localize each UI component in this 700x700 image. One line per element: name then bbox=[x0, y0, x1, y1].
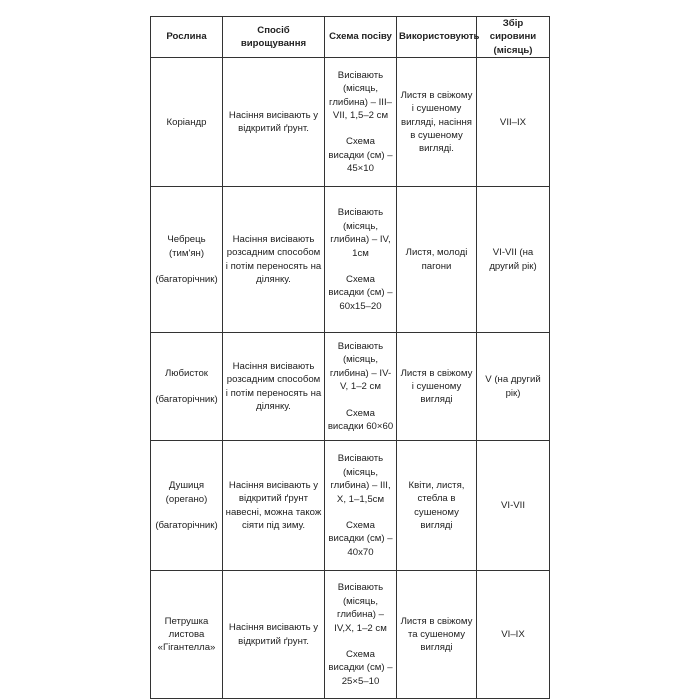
table-row bbox=[151, 333, 550, 441]
plant-cell bbox=[151, 333, 223, 441]
scheme-sowing: Висівають (місяць, глибина) – IV, 1см bbox=[330, 207, 391, 259]
plant-name: Любисток bbox=[165, 367, 208, 379]
plant-note: (багаторічник) bbox=[155, 394, 218, 406]
plant-cell bbox=[151, 441, 223, 571]
table-row bbox=[151, 187, 550, 333]
header-plant: Рослина bbox=[151, 17, 223, 58]
method-cell: Насіння висівають розсадним способом і потім переносять на ділянку. bbox=[223, 333, 325, 441]
header-method: Спосіб вирощування bbox=[223, 17, 325, 58]
plant-cell bbox=[151, 58, 223, 187]
header-use: Використовують bbox=[397, 17, 477, 58]
scheme-planting: Схема висадки 60×60 bbox=[327, 407, 394, 433]
scheme-sowing: Висівають (місяць, глибина) – III–VII, 1,5–2 см bbox=[329, 69, 392, 122]
scheme-cell bbox=[325, 58, 397, 187]
plant-name: Чебрець (тим'ян) bbox=[167, 234, 206, 259]
method-cell: Насіння висівають розсадним способом і потім переносять на ділянку. bbox=[223, 187, 325, 333]
scheme-planting: Схема висадки (см) – 40х70 bbox=[328, 519, 393, 558]
table-row bbox=[151, 571, 550, 699]
harvest-cell: VI–IX bbox=[477, 571, 550, 699]
plant-note: (багаторічник) bbox=[155, 519, 218, 531]
scheme-cell bbox=[325, 571, 397, 699]
scheme-planting: Схема висадки (см) – 60х15–20 bbox=[328, 273, 393, 312]
method-cell: Насіння висівають у відкритий ґрунт. bbox=[223, 571, 325, 699]
use-cell: Листя, молоді пагони bbox=[397, 187, 477, 333]
herbs-table bbox=[150, 16, 550, 699]
plant-name: Душиця (орегано) bbox=[165, 480, 208, 505]
table-row bbox=[151, 441, 550, 571]
scheme-cell bbox=[325, 333, 397, 441]
scheme-sowing: Висівають (місяць, глибина) – IV,X, 1–2 см bbox=[334, 582, 387, 634]
harvest-cell: VI-VII (на другий рік) bbox=[477, 187, 550, 333]
plant-cell bbox=[151, 187, 223, 333]
header-scheme: Схема посіву bbox=[325, 17, 397, 58]
scheme-sowing: Висівають (місяць, глибина) – IV-V, 1–2 см bbox=[329, 341, 392, 393]
header-row bbox=[151, 17, 550, 58]
header-harvest: Збір сировини (місяць) bbox=[477, 17, 550, 58]
harvest-cell: VII–IX bbox=[477, 58, 550, 187]
scheme-cell bbox=[325, 187, 397, 333]
plant-note: (багаторічник) bbox=[155, 273, 218, 285]
plant-cell bbox=[151, 571, 223, 699]
harvest-cell: V (на другий рік) bbox=[477, 333, 550, 441]
scheme-cell bbox=[325, 441, 397, 571]
use-cell: Листя в свіжому та сушеному вигляді bbox=[397, 571, 477, 699]
use-cell: Листя в свіжому і сушеному вигляді bbox=[397, 333, 477, 441]
scheme-planting: Схема висадки (см) – 25×5–10 bbox=[328, 648, 393, 687]
scheme-planting: Схема висадки (см) – 45×10 bbox=[328, 136, 393, 175]
scheme-sowing: Висівають (місяць, глибина) – III, X, 1–1,5см bbox=[330, 453, 391, 505]
use-cell: Листя в свіжому і сушеному вигляді, насіння в сушеному вигляді. bbox=[397, 58, 477, 187]
plant-name: Петрушка листова «Гігантелла» bbox=[157, 615, 216, 654]
method-cell: Насіння висівають у відкритий ґрунт навесні, можна також сіяти під зиму. bbox=[223, 441, 325, 571]
plant-name: Коріандр bbox=[166, 116, 207, 128]
method-cell: Насіння висівають у відкритий ґрунт. bbox=[223, 58, 325, 187]
use-cell: Квіти, листя, стебла в сушеному вигляді bbox=[397, 441, 477, 571]
harvest-cell: VI-VII bbox=[477, 441, 550, 571]
table-row bbox=[151, 58, 550, 187]
